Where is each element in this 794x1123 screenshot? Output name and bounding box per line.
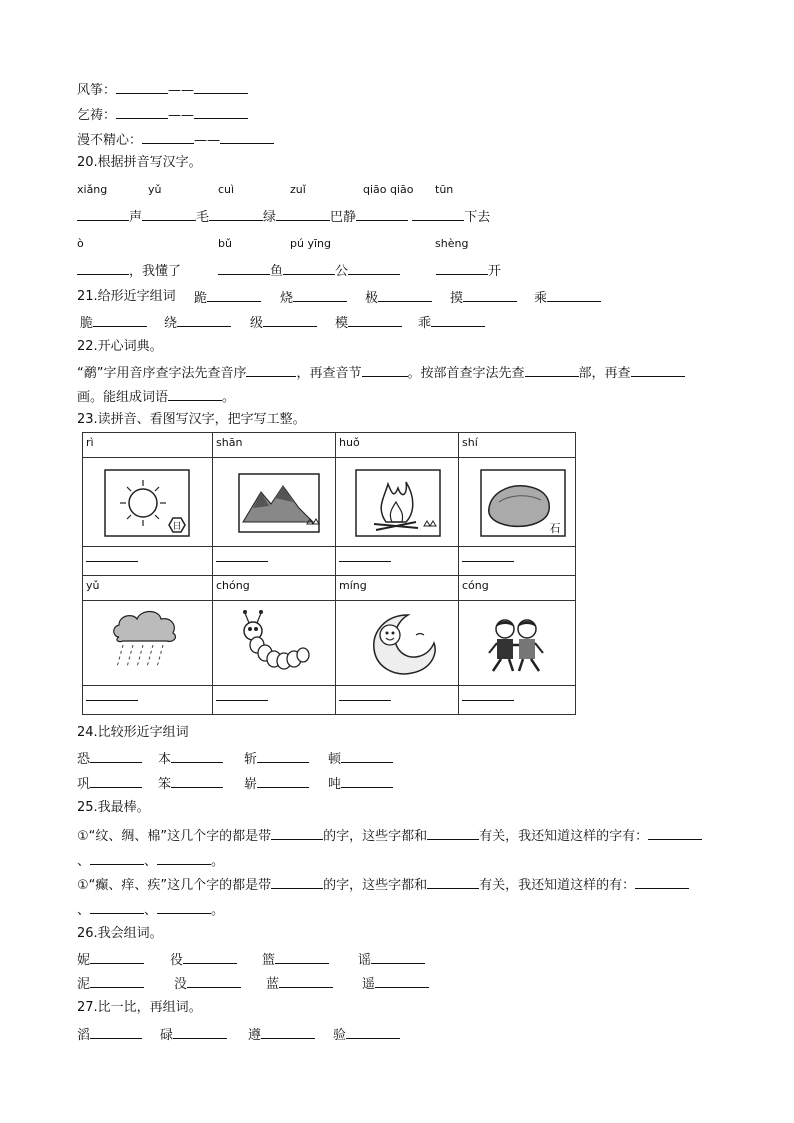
idiom-word: 漫不精心： [77,133,143,148]
pinyin: huǒ [339,436,360,449]
q21-pair [534,288,601,308]
word-part: 绿 [263,210,277,225]
answer-blank[interactable] [341,774,393,788]
char: 滔 [77,1028,91,1043]
write-line[interactable] [213,547,335,575]
q20-title: 20.根据拼音写汉字。 [77,155,202,170]
answer-blank[interactable] [90,900,144,914]
answer-blank[interactable] [90,950,144,964]
char: 碌 [160,1028,174,1043]
rain-picture [83,601,212,685]
write-line[interactable] [336,547,458,575]
answer-blank[interactable] [261,1025,315,1039]
q26-pair [358,950,425,970]
write-line[interactable] [83,686,212,714]
answer-blank[interactable] [173,1025,227,1039]
q22-line2 [77,387,235,407]
answer-blank[interactable] [171,749,223,763]
q22-title: 22.开心词典。 [77,339,163,354]
two-people-picture [459,601,575,685]
answer-blank[interactable] [168,387,222,401]
write-line[interactable] [459,547,575,575]
pic-label: 石 [549,522,561,535]
q21-row1 [77,288,176,306]
q21-pair [80,313,147,333]
answer-blank[interactable] [371,950,425,964]
char: 遵 [248,1028,262,1043]
answer-blank[interactable] [142,130,194,144]
answer-blank[interactable] [257,749,309,763]
q26-pair [266,974,333,994]
text: 。 [222,390,236,405]
text: 部，再查 [578,366,631,381]
answer-blank[interactable] [362,363,408,377]
q24-pair [244,774,309,794]
pinyin: shān [216,436,243,449]
char: 乘 [534,291,548,306]
answer-blank[interactable] [157,851,211,865]
char: 篮 [262,953,276,968]
q25-line1b [77,851,224,871]
mountain-picture [213,458,335,546]
answer-blank[interactable] [648,826,702,840]
q26-pair [174,974,241,994]
text: 。按部首查字法先查 [407,366,525,381]
answer-blank[interactable] [356,207,408,221]
answer-blank[interactable] [116,105,168,119]
worm-picture [213,601,335,685]
char: 极 [365,291,379,306]
answer-blank[interactable] [187,974,241,988]
text: “鹬”字用音序查字法先查音序 [77,366,247,381]
q21-pair [450,288,517,308]
answer-blank[interactable] [427,826,479,840]
answer-blank[interactable] [283,261,335,275]
idiom-word: 乞祷： [77,108,117,123]
write-line[interactable] [83,547,212,575]
sun-moon-picture [336,601,458,685]
q25-title: 25.我最棒。 [77,800,150,815]
answer-blank[interactable] [275,950,329,964]
char: 烧 [280,291,294,306]
pinyin: ò [77,237,84,250]
pinyin: qiāo qiāo [363,183,414,196]
answer-blank[interactable] [271,875,323,889]
q21-pair [418,313,485,333]
answer-blank[interactable] [93,313,147,327]
answer-blank[interactable] [431,313,485,327]
answer-blank[interactable] [631,363,685,377]
q20-row1 [77,207,490,227]
pinyin: bǔ [218,237,232,250]
pinyin: yǔ [148,183,162,196]
pinyin: yǔ [86,579,100,592]
pinyin: pú yīng [290,237,331,250]
char: 巩 [77,777,91,792]
pinyin: shèng [435,237,469,250]
dash: —— [168,83,195,98]
q20-row2-c [436,261,501,281]
answer-blank[interactable] [90,851,144,865]
answer-blank[interactable] [463,288,517,302]
end: 。 [211,903,225,918]
q27-pair [77,1025,142,1045]
answer-blank[interactable] [194,80,248,94]
q21-pair [164,313,231,333]
word-part: ，我懂了 [129,264,182,279]
q21-title: 21.给形近字组词 [77,289,176,304]
q21-pair [194,288,261,308]
answer-blank[interactable] [412,207,464,221]
char: 脆 [80,316,94,331]
answer-blank[interactable] [142,207,196,221]
q24-pair [158,774,223,794]
answer-blank[interactable] [209,207,263,221]
sep: 、 [77,854,91,869]
q21-pair [280,288,347,308]
answer-blank[interactable] [207,288,261,302]
answer-blank[interactable] [427,875,479,889]
q24-pair [77,749,142,769]
sun-picture [83,458,212,546]
q20-row2 [77,261,181,281]
answer-blank[interactable] [271,826,323,840]
word-part: 巴静 [330,210,357,225]
text: 画。能组成词语 [77,390,169,405]
char: 蓝 [266,977,280,992]
q26-pair [77,950,144,970]
q24-pair [244,749,309,769]
answer-blank[interactable] [348,313,402,327]
idiom-line-3 [77,130,274,150]
char: 斩 [244,752,258,767]
q21-pair [365,288,432,308]
answer-blank[interactable] [346,1025,400,1039]
char: 役 [170,953,184,968]
pinyin: xiǎng [77,183,108,196]
q20-row2-b [218,261,400,281]
answer-blank[interactable] [436,261,488,275]
q23-title: 23.读拼音、看图写汉字，把字写工整。 [77,412,306,427]
write-line[interactable] [459,686,575,714]
stone-picture [459,458,575,546]
answer-blank[interactable] [341,749,393,763]
char: 级 [250,316,264,331]
answer-blank[interactable] [157,900,211,914]
text: 的字，这些字都和 [323,878,428,893]
dash: —— [194,133,221,148]
char: 没 [174,977,188,992]
pinyin: míng [339,579,367,592]
char: 本 [158,752,172,767]
word-part: 下去 [464,210,491,225]
char: 泥 [77,977,91,992]
text: ①“癫、痒、疾”这几个字的都是带 [77,878,272,893]
pinyin: tūn [435,183,454,196]
char: 笨 [158,777,172,792]
answer-blank[interactable] [220,130,274,144]
q26-pair [362,974,429,994]
sep: 、 [144,903,158,918]
q24-pair [77,774,142,794]
answer-blank[interactable] [547,288,601,302]
answer-blank[interactable] [90,1025,142,1039]
dash: —— [168,108,195,123]
write-line[interactable] [336,686,458,714]
sep: 、 [77,903,91,918]
word-part: 鱼 [270,264,284,279]
idiom-line-2 [77,105,248,125]
q25-line1 [77,826,702,846]
text: ①“纹、绸、棉”这几个字的都是带 [77,829,272,844]
answer-blank[interactable] [525,363,579,377]
q21-pair [335,313,402,333]
answer-blank[interactable] [293,288,347,302]
sep: 、 [144,854,158,869]
text: ，再查音节 [296,366,362,381]
char: 吨 [328,777,342,792]
word-part: 开 [488,264,502,279]
q24-pair [158,749,223,769]
text: 的字，这些字都和 [323,829,428,844]
word-part: 公 [335,264,349,279]
pinyin: cuì [218,183,235,196]
q24-pair [328,774,393,794]
answer-blank[interactable] [90,749,142,763]
char: 验 [333,1028,347,1043]
answer-blank[interactable] [116,80,168,94]
char: 绕 [164,316,178,331]
answer-blank[interactable] [90,774,142,788]
q27-pair [248,1025,315,1045]
char: 谣 [358,953,372,968]
answer-blank[interactable] [77,207,129,221]
write-line[interactable] [213,686,335,714]
answer-blank[interactable] [246,363,296,377]
answer-blank[interactable] [263,313,317,327]
q27-pair [160,1025,227,1045]
answer-blank[interactable] [375,974,429,988]
char: 乖 [418,316,432,331]
char: 妮 [77,953,91,968]
text: 有关，我还知道这样的字有： [479,829,649,844]
char: 崭 [244,777,258,792]
idiom-line-1 [77,80,248,100]
answer-blank[interactable] [218,261,270,275]
word-part: 声 [129,210,143,225]
pinyin: rì [86,436,94,449]
pinyin: shí [462,436,478,449]
answer-blank[interactable] [90,974,144,988]
q27-pair [333,1025,400,1045]
pinyin: zuǐ [290,183,306,196]
q26-pair [262,950,329,970]
q26-pair [170,950,237,970]
q22-line1 [77,363,685,383]
answer-blank[interactable] [77,261,129,275]
answer-blank[interactable] [635,875,689,889]
text: 有关，我还知道这样的有： [479,878,636,893]
pinyin: chóng [216,579,250,592]
answer-blank[interactable] [177,313,231,327]
q27-title: 27.比一比，再组词。 [77,1000,202,1015]
q21-pair [250,313,317,333]
pinyin: cóng [462,579,489,592]
answer-blank[interactable] [378,288,432,302]
q26-pair [77,974,144,994]
answer-blank[interactable] [257,774,309,788]
word-part: 毛 [196,210,210,225]
answer-blank[interactable] [348,261,400,275]
q25-line2 [77,875,689,895]
char: 恐 [77,752,91,767]
end: 。 [211,854,225,869]
q26-title: 26.我会组词。 [77,926,163,941]
q25-line2b [77,900,224,920]
q24-title: 24.比较形近字组词 [77,725,189,740]
fire-picture [336,458,458,546]
pic-label: 日 [172,522,182,532]
idiom-word: 风筝： [77,83,117,98]
q24-pair [328,749,393,769]
answer-blank[interactable] [279,974,333,988]
char: 模 [335,316,349,331]
char: 顿 [328,752,342,767]
char: 遥 [362,977,376,992]
picture-grid [82,432,576,715]
char: 摸 [450,291,464,306]
answer-blank[interactable] [276,207,330,221]
answer-blank[interactable] [171,774,223,788]
answer-blank[interactable] [183,950,237,964]
char: 跪 [194,291,208,306]
answer-blank[interactable] [194,105,248,119]
